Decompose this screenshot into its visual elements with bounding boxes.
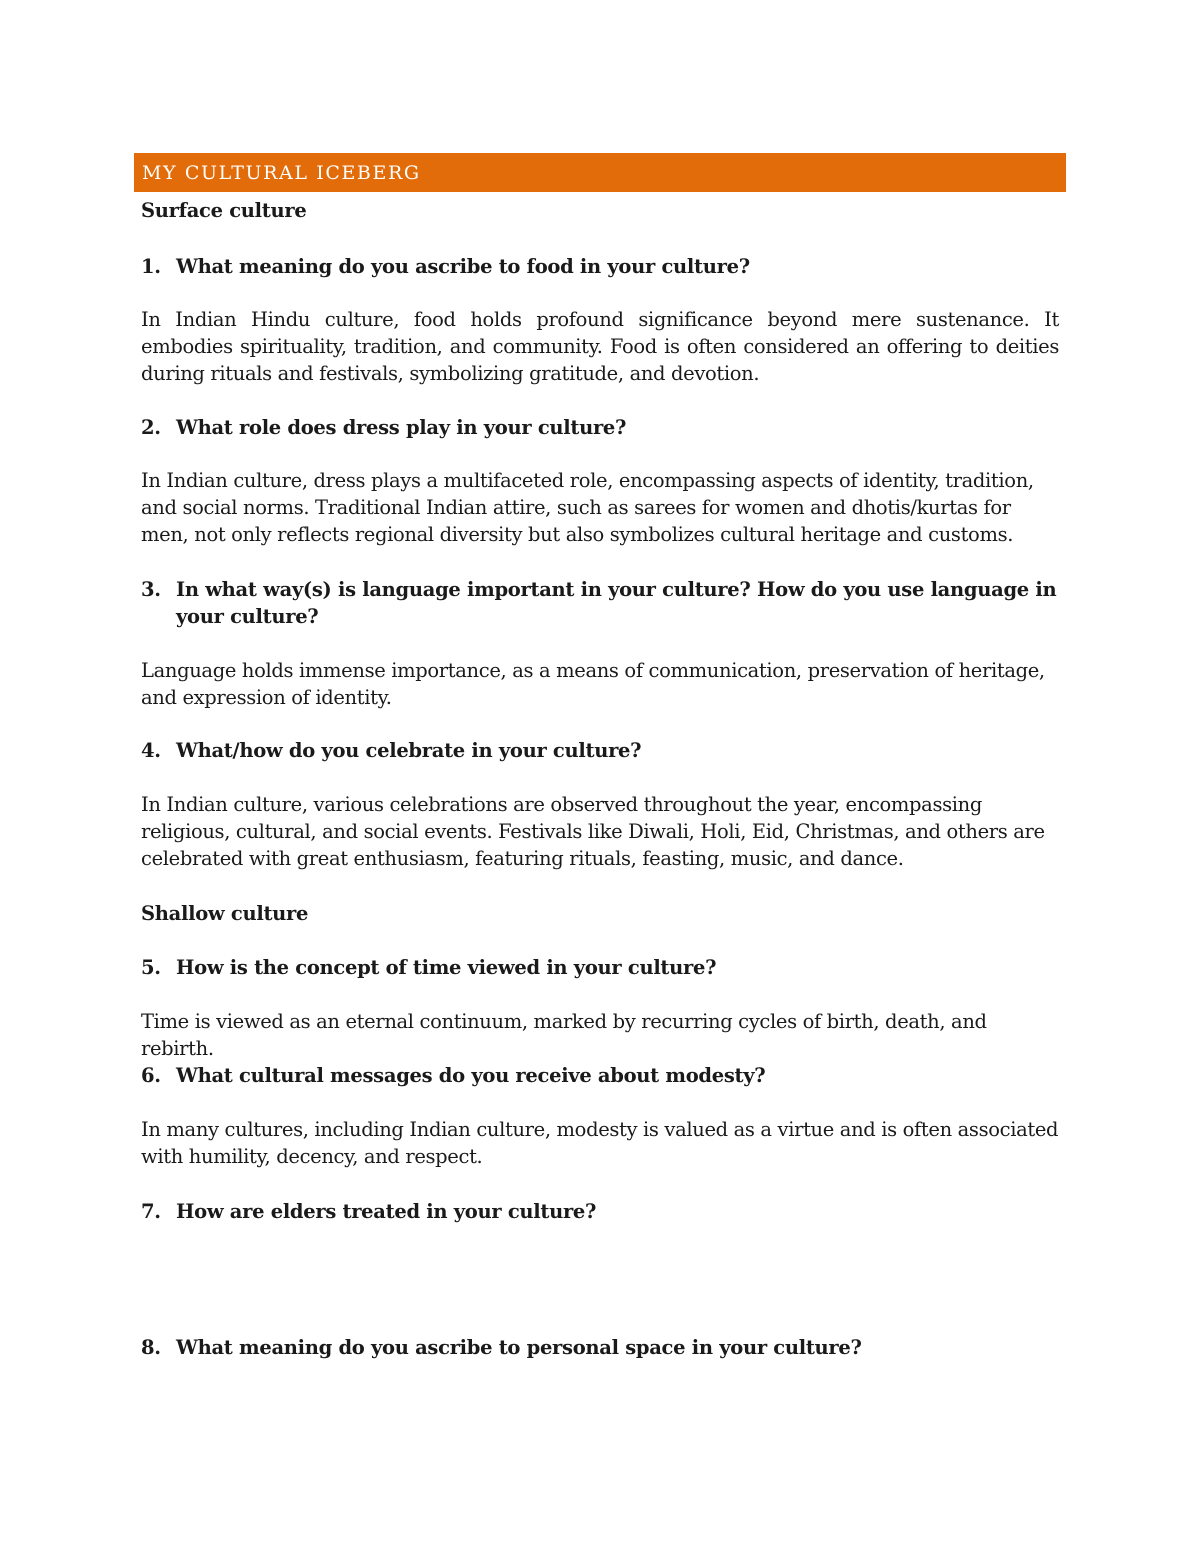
question-6 (141, 1062, 1059, 1089)
question-text: What role does dress play in your culture? (176, 416, 627, 439)
question-5 (141, 954, 1059, 981)
question-8 (141, 1334, 1059, 1361)
question-text: What cultural messages do you receive about modesty? (176, 1064, 766, 1087)
question-number: 6. (141, 1064, 161, 1087)
answer-1: In Indian Hindu culture, food holds profound significance beyond mere sustenance. It embodies spirituality, tradition, and community. Food is often considered an offering to deities during rituals and festivals, symbolizing gratitude, and devotion. (141, 308, 1059, 385)
document-title: MY CULTURAL ICEBERG (142, 162, 421, 184)
question-4 (141, 737, 1059, 764)
section-heading-shallow-culture: Shallow culture (141, 902, 309, 925)
question-number: 5. (141, 956, 161, 979)
question-number: 2. (141, 416, 161, 439)
question-number: 7. (141, 1200, 161, 1223)
answer-6: In many cultures, including Indian culture, modesty is valued as a virtue and is often associated with humility, decency, and respect. (141, 1118, 1059, 1168)
question-2 (141, 414, 1059, 441)
question-text: How is the concept of time viewed in your culture? (176, 956, 717, 979)
answer-5: Time is viewed as an eternal continuum, marked by recurring cycles of birth, death, and rebirth. (141, 1010, 987, 1060)
question-number: 1. (141, 255, 161, 278)
answer-2: In Indian culture, dress plays a multifaceted role, encompassing aspects of identity, tradition, and social norms. Traditional Indian attire, such as sarees for women and dhotis/kurtas for men, not only reflects regional diversity but also symbolizes cultural heritage and customs. (141, 469, 1034, 546)
question-number: 8. (141, 1336, 161, 1359)
question-text: What meaning do you ascribe to personal space in your culture? (176, 1336, 862, 1359)
question-7 (141, 1198, 1059, 1225)
title-banner (134, 153, 1066, 192)
question-text: In what way(s) is language important in your culture? How do you use language in your culture? (176, 578, 1057, 628)
question-text: What meaning do you ascribe to food in your culture? (176, 255, 750, 278)
question-number: 3. (141, 578, 161, 601)
question-number: 4. (141, 739, 161, 762)
question-text: What/how do you celebrate in your culture? (176, 739, 642, 762)
section-heading-surface-culture: Surface culture (141, 199, 307, 222)
answer-3: Language holds immense importance, as a means of communication, preservation of heritage, and expression of identity. (141, 659, 1045, 709)
question-text: How are elders treated in your culture? (176, 1200, 597, 1223)
question-1 (141, 253, 1059, 280)
answer-4: In Indian culture, various celebrations are observed throughout the year, encompassing religious, cultural, and social events. Festivals like Diwali, Holi, Eid, Christmas, and others are celebrated with great enthusiasm, featuring rituals, feasting, music, and dance. (141, 793, 1045, 870)
question-3 (141, 576, 1059, 630)
